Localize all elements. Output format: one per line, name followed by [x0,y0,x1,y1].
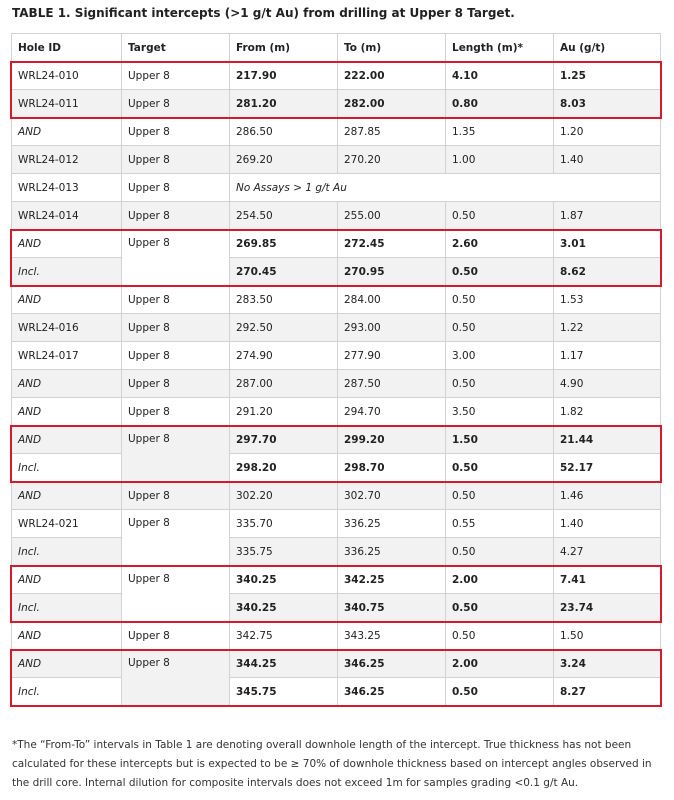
hole-id-cell: Incl. [12,454,122,482]
au-cell: 3.24 [554,650,661,678]
to-cell: 277.90 [338,342,446,370]
length-cell: 3.50 [446,398,554,426]
to-cell: 270.95 [338,258,446,286]
hole-id-cell: AND [12,230,122,258]
target-cell: Upper 8 [122,370,230,398]
hole-id-cell: AND [12,286,122,314]
length-cell: 0.50 [446,286,554,314]
au-cell: 1.53 [554,286,661,314]
table-row [12,314,661,342]
from-cell: 335.70 [230,510,338,538]
to-cell: 336.25 [338,538,446,566]
target-cell: Upper 8 [122,90,230,118]
from-cell: 281.20 [230,90,338,118]
au-cell: 8.03 [554,90,661,118]
table-row [12,62,661,90]
table-row [12,594,661,622]
au-cell: 4.27 [554,538,661,566]
table-row [12,258,661,286]
table-row [12,146,661,174]
length-cell: 0.50 [446,678,554,706]
to-cell: 343.25 [338,622,446,650]
length-cell: 1.00 [446,146,554,174]
au-cell: 1.46 [554,482,661,510]
table-row [12,678,661,706]
table-row [12,398,661,426]
hole-id-cell: AND [12,622,122,650]
to-cell: 293.00 [338,314,446,342]
au-cell: 1.87 [554,202,661,230]
from-cell: 270.45 [230,258,338,286]
hole-id-cell: AND [12,370,122,398]
target-cell: Upper 8 [122,482,230,510]
au-cell: 1.17 [554,342,661,370]
assay-note-cell: No Assays > 1 g/t Au [230,174,661,202]
from-cell: 291.20 [230,398,338,426]
table-row [12,426,661,454]
to-cell: 340.75 [338,594,446,622]
to-cell: 287.85 [338,118,446,146]
au-cell: 21.44 [554,426,661,454]
table-row [12,538,661,566]
target-cell: Upper 8 [122,342,230,370]
from-cell: 340.25 [230,566,338,594]
target-cell: Upper 8 [122,426,230,482]
from-cell: 217.90 [230,62,338,90]
length-cell: 3.00 [446,342,554,370]
table-title: TABLE 1. Significant intercepts (>1 g/t Au) from drilling at Upper 8 Target. [12,6,515,20]
to-cell: 298.70 [338,454,446,482]
au-cell: 8.62 [554,258,661,286]
table-row [12,482,661,510]
length-cell: 0.50 [446,314,554,342]
target-cell: Upper 8 [122,174,230,202]
au-cell: 23.74 [554,594,661,622]
to-cell: 282.00 [338,90,446,118]
hole-id-cell: WRL24-013 [12,174,122,202]
table-row [12,342,661,370]
hole-id-cell: WRL24-017 [12,342,122,370]
table-row [12,90,661,118]
hole-id-cell: WRL24-014 [12,202,122,230]
au-cell: 7.41 [554,566,661,594]
au-cell: 1.50 [554,622,661,650]
hole-id-cell: AND [12,118,122,146]
to-cell: 342.25 [338,566,446,594]
table-row [12,510,661,538]
from-cell: 269.20 [230,146,338,174]
to-cell: 346.25 [338,678,446,706]
header-length: Length (m)* [446,34,554,62]
from-cell: 340.25 [230,594,338,622]
to-cell: 287.50 [338,370,446,398]
table-row [12,650,661,678]
from-cell: 286.50 [230,118,338,146]
to-cell: 284.00 [338,286,446,314]
from-cell: 274.90 [230,342,338,370]
table-row [12,566,661,594]
hole-id-cell: Incl. [12,678,122,706]
to-cell: 346.25 [338,650,446,678]
hole-id-cell: AND [12,482,122,510]
hole-id-cell: AND [12,398,122,426]
target-cell: Upper 8 [122,286,230,314]
target-cell: Upper 8 [122,62,230,90]
au-cell: 1.20 [554,118,661,146]
au-cell: 1.40 [554,146,661,174]
hole-id-cell: AND [12,426,122,454]
hole-id-cell: Incl. [12,594,122,622]
from-cell: 297.70 [230,426,338,454]
from-cell: 292.50 [230,314,338,342]
length-cell: 0.50 [446,370,554,398]
hole-id-cell: WRL24-011 [12,90,122,118]
hole-id-cell: AND [12,566,122,594]
from-cell: 344.25 [230,650,338,678]
hole-id-cell: AND [12,650,122,678]
au-cell: 1.82 [554,398,661,426]
length-cell: 0.50 [446,594,554,622]
hole-id-cell: WRL24-016 [12,314,122,342]
hole-id-cell: WRL24-012 [12,146,122,174]
header-from: From (m) [230,34,338,62]
length-cell: 0.80 [446,90,554,118]
target-cell: Upper 8 [122,230,230,286]
length-cell: 0.50 [446,454,554,482]
to-cell: 255.00 [338,202,446,230]
table-row [12,174,661,202]
to-cell: 336.25 [338,510,446,538]
footnote: *The “From-To” intervals in Table 1 are denoting overall downhole length of the intercept. True thickness has not been calculated for these intercepts but is expected to be ≥ 70% of downhole thickness based on intercept angles observed in the drill core. Internal dilution for composite intervals does not exceed 1m for samples grading <0.1 g/t Au. [12,739,652,789]
length-cell: 0.50 [446,202,554,230]
hole-id-cell: WRL24-010 [12,62,122,90]
from-cell: 302.20 [230,482,338,510]
au-cell: 1.40 [554,510,661,538]
au-cell: 52.17 [554,454,661,482]
hole-id-cell: WRL24-021 [12,510,122,538]
to-cell: 272.45 [338,230,446,258]
from-cell: 335.75 [230,538,338,566]
length-cell: 1.35 [446,118,554,146]
length-cell: 0.50 [446,482,554,510]
target-cell: Upper 8 [122,650,230,706]
target-cell: Upper 8 [122,146,230,174]
au-cell: 3.01 [554,230,661,258]
from-cell: 269.85 [230,230,338,258]
au-cell: 1.22 [554,314,661,342]
length-cell: 2.60 [446,230,554,258]
table-row [12,118,661,146]
length-cell: 0.50 [446,258,554,286]
from-cell: 345.75 [230,678,338,706]
target-cell: Upper 8 [122,622,230,650]
length-cell: 4.10 [446,62,554,90]
table-row [12,370,661,398]
length-cell: 0.50 [446,622,554,650]
table-row [12,230,661,258]
header-target: Target [122,34,230,62]
target-cell: Upper 8 [122,118,230,146]
from-cell: 298.20 [230,454,338,482]
header-au: Au (g/t) [554,34,661,62]
hole-id-cell: Incl. [12,538,122,566]
length-cell: 0.55 [446,510,554,538]
target-cell: Upper 8 [122,566,230,622]
au-cell: 4.90 [554,370,661,398]
table-header-row [12,34,661,62]
to-cell: 294.70 [338,398,446,426]
target-cell: Upper 8 [122,510,230,566]
from-cell: 342.75 [230,622,338,650]
target-cell: Upper 8 [122,202,230,230]
header-hole-id: Hole ID [12,34,122,62]
header-to: To (m) [338,34,446,62]
from-cell: 283.50 [230,286,338,314]
to-cell: 302.70 [338,482,446,510]
au-cell: 1.25 [554,62,661,90]
target-cell: Upper 8 [122,398,230,426]
table-row [12,286,661,314]
hole-id-cell: Incl. [12,258,122,286]
table-row [12,202,661,230]
table-row [12,622,661,650]
intercepts-table [11,33,661,706]
length-cell: 2.00 [446,566,554,594]
au-cell: 8.27 [554,678,661,706]
target-cell: Upper 8 [122,314,230,342]
from-cell: 254.50 [230,202,338,230]
length-cell: 2.00 [446,650,554,678]
length-cell: 1.50 [446,426,554,454]
to-cell: 222.00 [338,62,446,90]
to-cell: 299.20 [338,426,446,454]
from-cell: 287.00 [230,370,338,398]
to-cell: 270.20 [338,146,446,174]
table-row [12,454,661,482]
length-cell: 0.50 [446,538,554,566]
